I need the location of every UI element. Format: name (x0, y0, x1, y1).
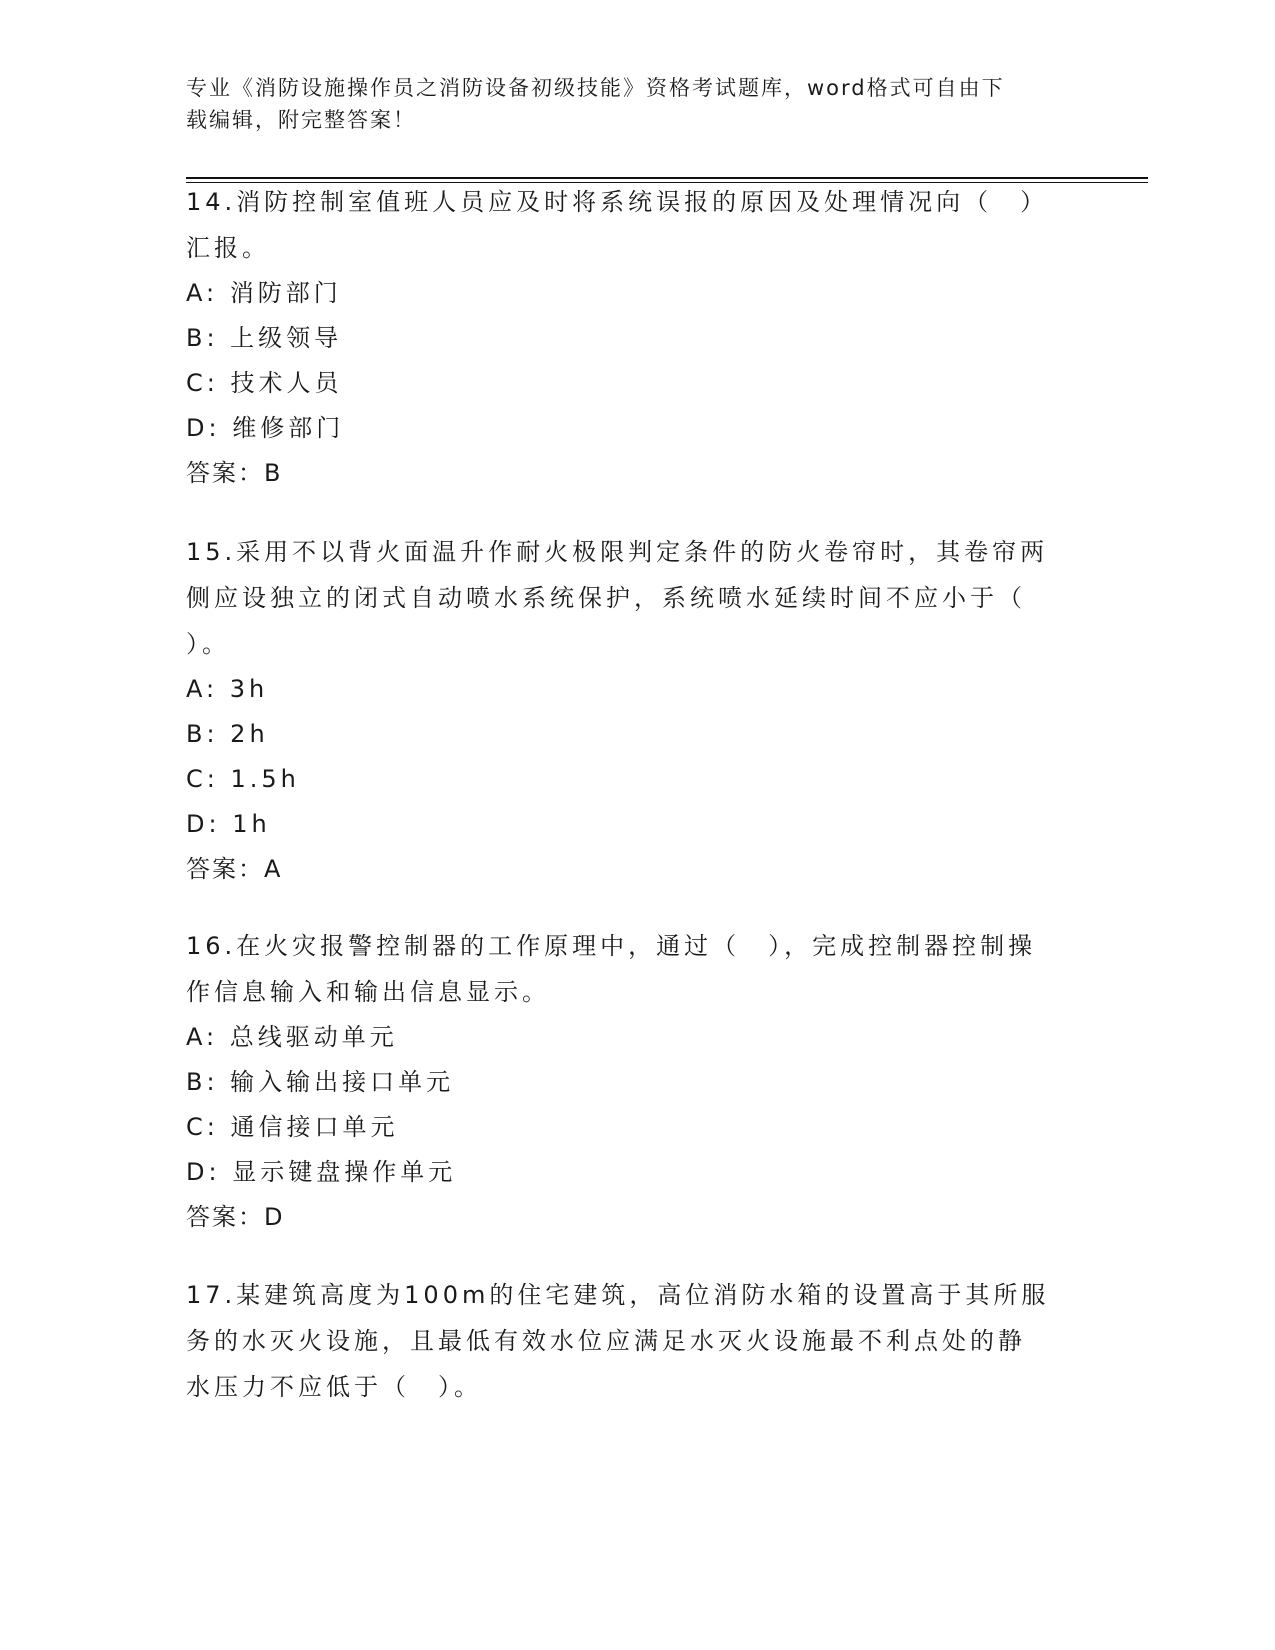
option-a: A: 总线驱动单元 (186, 1023, 398, 1051)
option-d: D: 显示键盘操作单元 (186, 1158, 457, 1186)
option-d: D: 1h (186, 810, 271, 838)
option-b: B: 2h (186, 720, 269, 748)
question-text-line: 作信息输入和输出信息显示。 (186, 978, 550, 1006)
question-text-line: 侧应设独立的闭式自动喷水系统保护，系统喷水延续时间不应小于（ (186, 584, 1026, 612)
option-c: C: 技术人员 (186, 369, 343, 397)
answer: 答案：B (186, 459, 283, 487)
question-text-line: 16.在火灾报警控制器的工作原理中，通过（ ），完成控制器控制操 (186, 932, 1037, 960)
answer: 答案：D (186, 1203, 285, 1231)
answer: 答案：A (186, 855, 283, 883)
option-a: A: 3h (186, 675, 269, 703)
question-text-line: 17.某建筑高度为100m的住宅建筑，高位消防水箱的设置高于其所服 (186, 1281, 1050, 1309)
question-17 (186, 1272, 1066, 1410)
option-b: B: 上级领导 (186, 324, 343, 352)
option-a: A: 消防部门 (186, 279, 342, 307)
option-c: C: 1.5h (186, 765, 300, 793)
option-d: D: 维修部门 (186, 414, 345, 442)
question-text-line: 14.消防控制室值班人员应及时将系统误报的原因及处理情况向（ ） (186, 188, 1049, 216)
question-text-line: ）。 (186, 630, 230, 658)
question-text-line: 15.采用不以背火面温升作耐火极限判定条件的防火卷帘时，其卷帘两 (186, 538, 1049, 566)
header-line-2: 载编辑，附完整答案！ (186, 108, 416, 132)
option-c: C: 通信接口单元 (186, 1113, 399, 1141)
question-16 (186, 923, 1066, 1240)
header-line-1: 专业《消防设施操作员之消防设备初级技能》资格考试题库，word格式可自由下 (186, 76, 1005, 100)
question-15 (186, 529, 1066, 892)
question-text-line: 汇报。 (186, 234, 270, 262)
question-text-line: 务的水灭火设施，且最低有效水位应满足水灭火设施最不利点处的静 (186, 1327, 1026, 1355)
document-header (186, 72, 1066, 136)
question-text-line: 水压力不应低于（ ）。 (186, 1373, 482, 1401)
question-14 (186, 179, 1066, 496)
option-b: B: 输入输出接口单元 (186, 1068, 455, 1096)
